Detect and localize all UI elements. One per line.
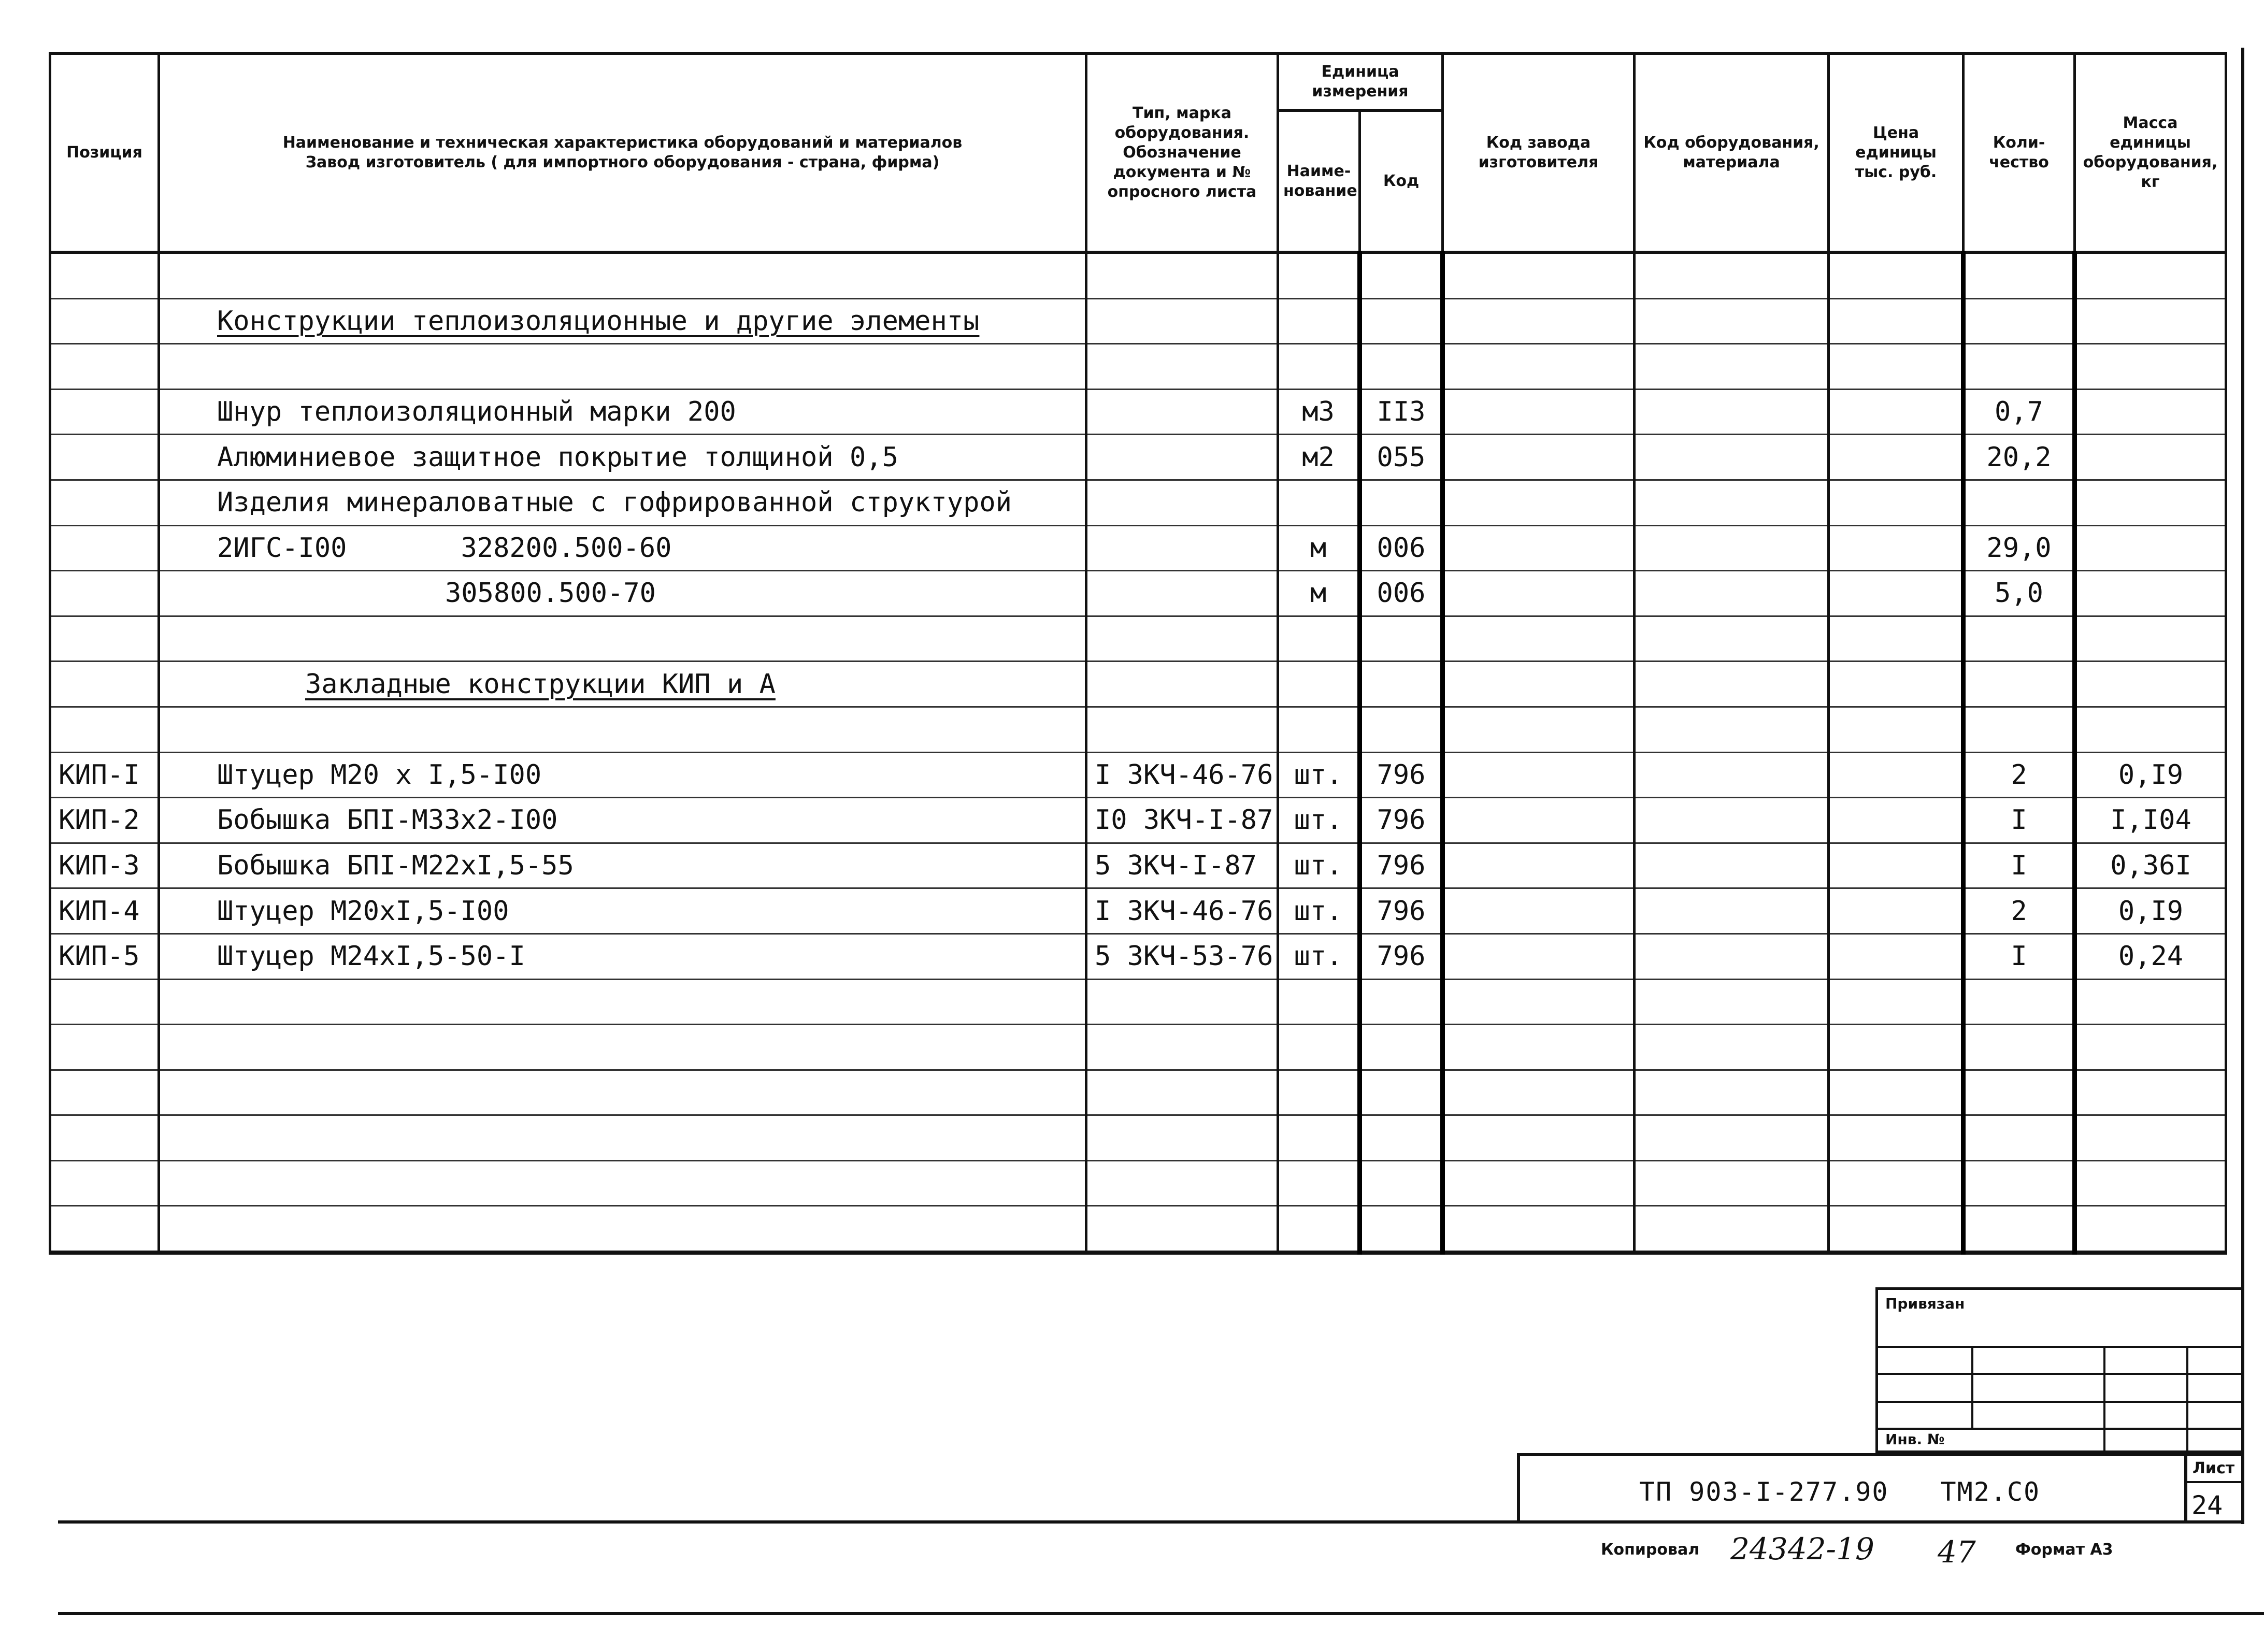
attached-label: Привязан: [1885, 1295, 1965, 1312]
header-quantity: Коли-чество: [1964, 53, 2075, 252]
table-row: [50, 752, 2226, 798]
inventory-number-label: Инв. №: [1885, 1431, 1945, 1448]
cell-position: КИП-4: [50, 888, 159, 934]
cell-unit: м: [1278, 571, 1360, 616]
cell-name: [159, 525, 1086, 571]
cell-position: [50, 344, 159, 390]
cell-mass: [2075, 662, 2226, 707]
cell-doc: [1086, 571, 1278, 616]
cell-price: [1829, 662, 1964, 707]
table-row-empty: [50, 1025, 2226, 1070]
cell-quantity: [1964, 662, 2075, 707]
cell-name: Алюминиевое защитное покрытие толщиной 0,5: [159, 435, 1086, 480]
cell-equipment-code: [1635, 662, 1829, 707]
cell-doc: I ЗКЧ-46-76: [1086, 888, 1278, 934]
cell-equipment-code: [1635, 707, 1829, 752]
cell-code: 006: [1360, 525, 1443, 571]
table-row: [50, 571, 2226, 616]
cell-doc: I ЗКЧ-46-76: [1086, 752, 1278, 798]
header-type: Тип, марка оборудования. Обозначение документа и № опросного листа: [1086, 53, 1278, 252]
cell-doc: 5 ЗКЧ-I-87: [1086, 843, 1278, 888]
cell-code: 796: [1360, 888, 1443, 934]
cell-quantity: I: [1964, 933, 2075, 979]
cell-mass: [2075, 344, 2226, 390]
cell-price: [1829, 344, 1964, 390]
cell-doc: [1086, 616, 1278, 662]
cell-position: [50, 662, 159, 707]
cell-equipment-code: [1635, 344, 1829, 390]
cell-quantity: 29,0: [1964, 525, 2075, 571]
cell-mass: I,I04: [2075, 798, 2226, 843]
cell-name: [159, 571, 1086, 616]
cell-equipment-code: [1635, 435, 1829, 480]
cell-factory-code: [1443, 389, 1635, 435]
cell-factory-code: [1443, 344, 1635, 390]
product-code: 328200.500-60: [461, 532, 672, 564]
table-row-empty: [50, 1206, 2226, 1253]
cell-position: КИП-2: [50, 798, 159, 843]
cell-name: Изделия минераловатные с гофрированной структурой: [159, 480, 1086, 525]
cell-equipment-code: [1635, 843, 1829, 888]
cell-code: [1360, 707, 1443, 752]
cell-mass: [2075, 571, 2226, 616]
cell-factory-code: [1443, 616, 1635, 662]
cell-unit: [1278, 298, 1360, 344]
cell-doc: I0 ЗКЧ-I-87: [1086, 798, 1278, 843]
cell-name: Бобышка БПI-М22хI,5-55: [159, 843, 1086, 888]
cell-price: [1829, 707, 1964, 752]
cell-factory-code: [1443, 298, 1635, 344]
header-factory-code: Код завода изготовителя: [1443, 53, 1635, 252]
cell-equipment-code: [1635, 752, 1829, 798]
cell-unit: м3: [1278, 389, 1360, 435]
cell-unit: [1278, 480, 1360, 525]
cell-factory-code: [1443, 933, 1635, 979]
cell-quantity: [1964, 252, 2075, 298]
cell-equipment-code: [1635, 888, 1829, 934]
cell-code: 796: [1360, 933, 1443, 979]
cell-price: [1829, 298, 1964, 344]
cell-name: Бобышка БПI-М33х2-I00: [159, 798, 1086, 843]
title-block: [1517, 1453, 2244, 1524]
document-mark: ТМ2.С0: [1940, 1477, 2041, 1507]
cell-quantity: 20,2: [1964, 435, 2075, 480]
cell-mass: [2075, 616, 2226, 662]
cell-code: [1360, 298, 1443, 344]
cell-name: [159, 252, 1086, 298]
cell-mass: [2075, 435, 2226, 480]
cell-name: Штуцер М20хI,5-I00: [159, 888, 1086, 934]
cell-position: [50, 707, 159, 752]
cell-quantity: [1964, 344, 2075, 390]
copy-suffix: 47: [1938, 1534, 1976, 1570]
cell-price: [1829, 752, 1964, 798]
cell-position: [50, 435, 159, 480]
cell-equipment-code: [1635, 616, 1829, 662]
cell-code: 796: [1360, 798, 1443, 843]
cell-unit: [1278, 344, 1360, 390]
cell-mass: [2075, 252, 2226, 298]
cell-doc: 5 ЗКЧ-53-76: [1086, 933, 1278, 979]
specification-table: [49, 52, 2227, 1255]
cell-position: [50, 616, 159, 662]
table-row: [50, 707, 2226, 752]
cell-mass: [2075, 298, 2226, 344]
table-row-empty: [50, 1115, 2226, 1161]
table-row: [50, 389, 2226, 435]
cell-position: [50, 252, 159, 298]
sheet-number: 24: [2191, 1490, 2223, 1520]
cell-factory-code: [1443, 435, 1635, 480]
cell-unit: шт.: [1278, 798, 1360, 843]
cell-equipment-code: [1635, 571, 1829, 616]
cell-code: 796: [1360, 752, 1443, 798]
header-name-line1: Наименование и техническая характеристика оборудований и материалов: [282, 134, 963, 152]
cell-unit: м: [1278, 525, 1360, 571]
cell-code: [1360, 344, 1443, 390]
cell-unit: [1278, 662, 1360, 707]
cell-factory-code: [1443, 525, 1635, 571]
header-name: [159, 53, 1086, 252]
cell-unit: шт.: [1278, 752, 1360, 798]
cell-doc: [1086, 344, 1278, 390]
section-title: Закладные конструкции КИП и А: [305, 668, 776, 700]
cell-position: [50, 389, 159, 435]
cell-unit: шт.: [1278, 933, 1360, 979]
header-position: Позиция: [50, 53, 159, 252]
cell-quantity: [1964, 616, 2075, 662]
sheet-label: Лист: [2193, 1459, 2235, 1477]
cell-doc: [1086, 252, 1278, 298]
table-row-empty: [50, 979, 2226, 1025]
cell-unit: [1278, 707, 1360, 752]
product-mark: 2ИГС-I00: [217, 532, 347, 564]
header-mass: Масса единицы оборудования, кг: [2075, 53, 2226, 252]
cell-mass: [2075, 525, 2226, 571]
cell-quantity: 2: [1964, 752, 2075, 798]
cell-mass: 0,36I: [2075, 843, 2226, 888]
cell-equipment-code: [1635, 480, 1829, 525]
cell-code: 796: [1360, 843, 1443, 888]
table-row: [50, 662, 2226, 707]
cell-quantity: 2: [1964, 888, 2075, 934]
cell-equipment-code: [1635, 389, 1829, 435]
cell-doc: [1086, 525, 1278, 571]
cell-price: [1829, 389, 1964, 435]
cell-name: Шнур теплоизоляционный марки 200: [159, 389, 1086, 435]
cell-name: Штуцер М20 х I,5-I00: [159, 752, 1086, 798]
cell-factory-code: [1443, 662, 1635, 707]
cell-equipment-code: [1635, 798, 1829, 843]
cell-doc: [1086, 298, 1278, 344]
cell-doc: [1086, 389, 1278, 435]
header-price: Цена единицы тыс. руб.: [1829, 53, 1964, 252]
cell-unit: [1278, 616, 1360, 662]
cell-price: [1829, 435, 1964, 480]
cell-equipment-code: [1635, 252, 1829, 298]
document-number: ТП 903-I-277.90: [1639, 1477, 1889, 1507]
table-row: [50, 480, 2226, 525]
sheet-number-box: [2184, 1456, 2244, 1524]
cell-factory-code: [1443, 480, 1635, 525]
cell-doc: [1086, 480, 1278, 525]
header-unit-code: Код: [1360, 110, 1443, 252]
table-row: [50, 888, 2226, 934]
product-code: 305800.500-70: [445, 578, 656, 609]
cell-code: [1360, 662, 1443, 707]
cell-position: КИП-I: [50, 752, 159, 798]
header-unit-group: Единица измерения: [1278, 53, 1443, 110]
cell-unit: [1278, 252, 1360, 298]
cell-mass: 0,24: [2075, 933, 2226, 979]
cell-quantity: [1964, 480, 2075, 525]
cell-factory-code: [1443, 888, 1635, 934]
bottom-rule: [58, 1612, 2264, 1615]
cell-quantity: 5,0: [1964, 571, 2075, 616]
table-row-empty: [50, 1070, 2226, 1115]
attachment-stamp: [1875, 1287, 2244, 1453]
copied-label: Копировал: [1601, 1541, 1700, 1559]
cell-position: КИП-5: [50, 933, 159, 979]
cell-price: [1829, 252, 1964, 298]
cell-quantity: [1964, 707, 2075, 752]
cell-mass: [2075, 707, 2226, 752]
cell-code: 006: [1360, 571, 1443, 616]
cell-doc: [1086, 662, 1278, 707]
table-row: [50, 344, 2226, 390]
cell-position: [50, 298, 159, 344]
table-row: [50, 843, 2226, 888]
cell-position: [50, 480, 159, 525]
cell-quantity: [1964, 298, 2075, 344]
cell-equipment-code: [1635, 298, 1829, 344]
cell-code: [1360, 480, 1443, 525]
cell-price: [1829, 843, 1964, 888]
cell-equipment-code: [1635, 525, 1829, 571]
cell-name: Штуцер М24хI,5-50-I: [159, 933, 1086, 979]
cell-quantity: I: [1964, 798, 2075, 843]
header-unit-name: Наиме-нование: [1278, 110, 1360, 252]
cell-position: КИП-3: [50, 843, 159, 888]
cell-doc: [1086, 435, 1278, 480]
cell-factory-code: [1443, 752, 1635, 798]
cell-price: [1829, 933, 1964, 979]
cell-factory-code: [1443, 252, 1635, 298]
cell-code: [1360, 252, 1443, 298]
cell-name: [159, 616, 1086, 662]
cell-doc: [1086, 707, 1278, 752]
copy-number: 24342-19: [1730, 1531, 1874, 1567]
table-row: [50, 798, 2226, 843]
header-equipment-code: Код оборудования, материала: [1635, 53, 1829, 252]
document-designation: [1639, 1477, 2040, 1507]
cell-unit: м2: [1278, 435, 1360, 480]
table-row-empty: [50, 1160, 2226, 1206]
cell-price: [1829, 888, 1964, 934]
cell-unit: шт.: [1278, 888, 1360, 934]
table-row: [50, 616, 2226, 662]
cell-price: [1829, 571, 1964, 616]
table-row: [50, 252, 2226, 298]
table-row: [50, 298, 2226, 344]
cell-quantity: I: [1964, 843, 2075, 888]
frame-bottom-edge: [58, 1520, 2244, 1524]
header-row-1: [50, 53, 2226, 110]
header-name-line2: Завод изготовитель ( для импортного оборудования - страна, фирма): [305, 153, 940, 171]
table-row: [50, 933, 2226, 979]
cell-code: [1360, 616, 1443, 662]
cell-price: [1829, 480, 1964, 525]
cell-price: [1829, 798, 1964, 843]
cell-equipment-code: [1635, 933, 1829, 979]
cell-factory-code: [1443, 843, 1635, 888]
cell-price: [1829, 616, 1964, 662]
cell-mass: [2075, 389, 2226, 435]
section-title: Конструкции теплоизоляционные и другие элементы: [217, 305, 980, 337]
cell-name: [159, 344, 1086, 390]
cell-mass: 0,I9: [2075, 752, 2226, 798]
cell-code: II3: [1360, 389, 1443, 435]
cell-quantity: 0,7: [1964, 389, 2075, 435]
table-row: [50, 525, 2226, 571]
format-label: Формат А3: [2015, 1541, 2113, 1559]
cell-factory-code: [1443, 571, 1635, 616]
cell-code: 055: [1360, 435, 1443, 480]
cell-price: [1829, 525, 1964, 571]
cell-mass: [2075, 480, 2226, 525]
table-row: [50, 435, 2226, 480]
cell-factory-code: [1443, 798, 1635, 843]
cell-factory-code: [1443, 707, 1635, 752]
cell-name: [159, 707, 1086, 752]
cell-position: [50, 571, 159, 616]
cell-unit: шт.: [1278, 843, 1360, 888]
cell-position: [50, 525, 159, 571]
cell-name: [159, 662, 1086, 707]
cell-mass: 0,I9: [2075, 888, 2226, 934]
cell-name: [159, 298, 1086, 344]
